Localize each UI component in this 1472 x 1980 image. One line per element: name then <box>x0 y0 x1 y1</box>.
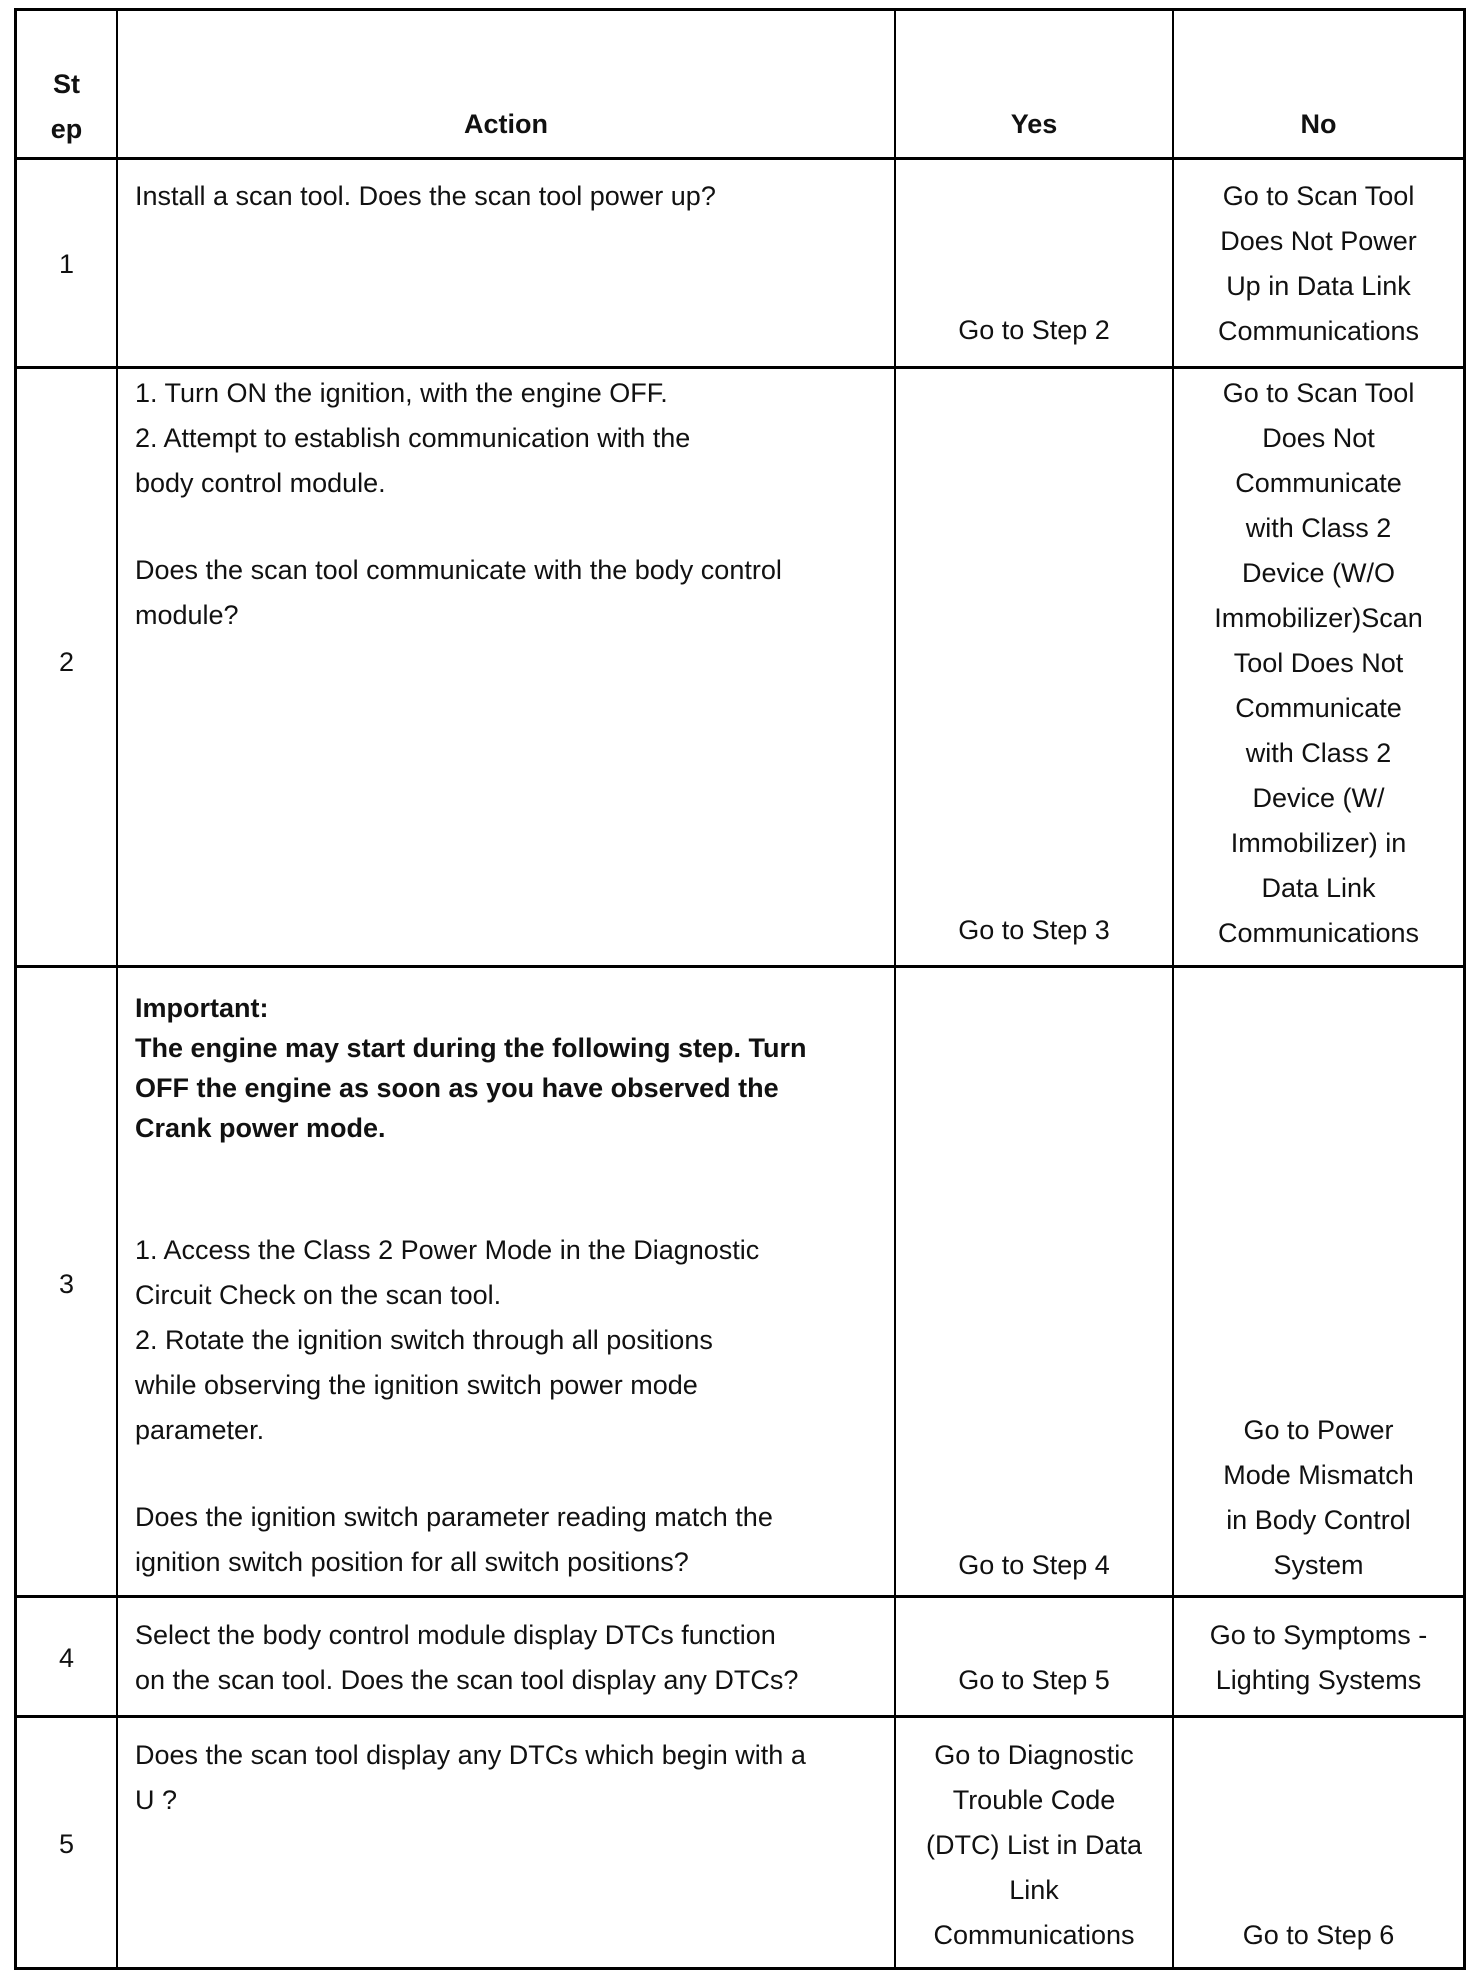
action-text: Select the body control module display DTCs function on the scan tool. Does the scan tool display any DTCs? <box>135 1620 799 1695</box>
step-number: 2 <box>58 647 75 677</box>
table-border-top <box>14 8 1466 11</box>
action-text: 1. Turn ON the ignition, with the engine OFF. 2. Attempt to establish communication with the body control module. Does the scan tool communicate with the body control module? <box>135 378 782 630</box>
step-number: 1 <box>58 249 75 279</box>
table-border-bottom <box>14 1967 1466 1970</box>
yes-result: Go to Step 5 <box>958 1665 1110 1695</box>
header-no: No <box>1300 109 1337 139</box>
row-divider <box>14 366 1466 369</box>
action-text: Install a scan tool. Does the scan tool power up? <box>135 181 716 211</box>
header-yes: Yes <box>1010 109 1058 139</box>
column-divider <box>116 8 118 1970</box>
no-result: Go to Scan Tool Does Not Power Up in Data Link Communications <box>1217 181 1420 346</box>
no-result: Go to Scan Tool Does Not Communicate with Class 2 Device (W/O Immobilizer)Scan Tool Does Not Communicate with Class 2 Device (W/ Immobilizer) in Data Link Communications <box>1214 378 1423 948</box>
no-result: Go to Power Mode Mismatch in Body Control System <box>1223 1415 1414 1580</box>
header-action: Action <box>464 109 548 139</box>
action-text: Does the scan tool display any DTCs which begin with a U ? <box>135 1740 806 1815</box>
row-divider <box>14 1595 1466 1598</box>
yes-result: Go to Step 3 <box>958 915 1110 945</box>
yes-result: Go to Diagnostic Trouble Code (DTC) List in Data Link Communications <box>925 1740 1143 1950</box>
no-result: Go to Step 6 <box>1242 1920 1395 1950</box>
no-result: Go to Symptoms - Lighting Systems <box>1209 1620 1428 1695</box>
step-number: 5 <box>58 1829 75 1859</box>
row-divider <box>14 1715 1466 1718</box>
yes-result: Go to Step 2 <box>958 315 1110 345</box>
important-note: Important: The engine may start during the following step. Turn OFF the engine as soon as you have observed the Crank power mode. <box>135 993 807 1143</box>
step-number: 3 <box>58 1269 75 1299</box>
step-number: 4 <box>58 1643 75 1673</box>
yes-result: Go to Step 4 <box>958 1550 1110 1580</box>
row-divider <box>14 157 1466 160</box>
header-step: St ep <box>50 69 83 144</box>
table-border-right <box>1463 8 1466 1970</box>
action-text: 1. Access the Class 2 Power Mode in the Diagnostic Circuit Check on the scan tool. 2. Rotate the ignition switch through all positions while observing the ignition switch power mode parameter. Does the ignition switch parameter reading match the ignition switch position for all switch positions? <box>135 1235 773 1577</box>
row-divider <box>14 965 1466 968</box>
